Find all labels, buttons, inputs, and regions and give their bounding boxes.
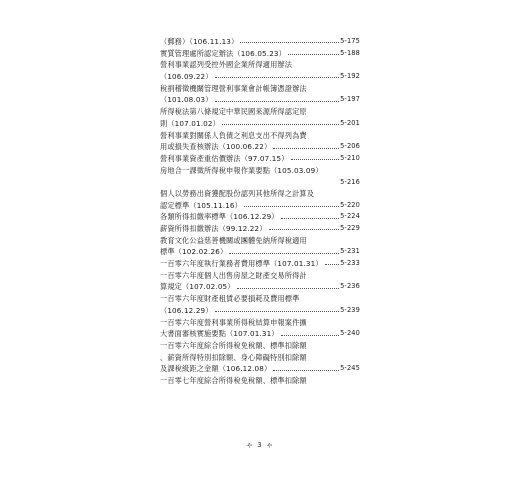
dot-leader bbox=[269, 229, 339, 230]
table-of-contents bbox=[160, 36, 360, 387]
toc-entry-line bbox=[160, 200, 360, 212]
toc-entry-line bbox=[160, 141, 360, 153]
dot-leader bbox=[215, 101, 339, 102]
toc-entry-line bbox=[160, 153, 360, 165]
toc-entry-line bbox=[160, 352, 360, 364]
toc-entry-text: 一百零六年度財產租賃必要損耗及費用標準 bbox=[160, 294, 300, 304]
dot-leader bbox=[229, 253, 339, 254]
dot-leader bbox=[281, 335, 339, 336]
dot-leader bbox=[291, 159, 339, 160]
toc-entry-line bbox=[160, 293, 360, 305]
dot-leader bbox=[244, 206, 339, 207]
toc-entry-line bbox=[160, 83, 360, 95]
dot-leader bbox=[237, 288, 339, 289]
toc-entry-line bbox=[160, 176, 360, 188]
toc-entry-text: 、薪資所得特別扣除額、身心障礙特別扣除額 bbox=[160, 352, 307, 362]
toc-entry-text: （101.08.03） bbox=[160, 95, 213, 105]
toc-entry-line bbox=[160, 106, 360, 118]
toc-page-number: 5-197 bbox=[340, 94, 360, 106]
toc-entry-line bbox=[160, 305, 360, 317]
toc-page-number: 5-245 bbox=[340, 363, 360, 375]
toc-page-number: 5-233 bbox=[340, 258, 360, 270]
toc-entry-text: 個人以勞務出資獲配股份認列其他所得之計算及 bbox=[160, 188, 315, 198]
toc-entry-line bbox=[160, 328, 360, 340]
toc-entry-text: 大書面審核實施要點（107.01.31） bbox=[160, 329, 279, 339]
dot-leader bbox=[240, 42, 339, 43]
toc-entry-line bbox=[160, 48, 360, 60]
toc-entry-line bbox=[160, 59, 360, 71]
toc-entry-text: （郵務）（106.11.13） bbox=[160, 37, 239, 46]
toc-entry-line bbox=[160, 36, 360, 48]
toc-entry-text: 一百零六年度綜合所得稅免稅額、標準扣除額 bbox=[160, 340, 307, 350]
page-number: ゃ 3 ゃ bbox=[246, 441, 274, 449]
toc-page-number: 5-188 bbox=[340, 48, 360, 60]
toc-entry-text: 各類所得扣繳率標準（106.12.29） bbox=[160, 212, 279, 222]
toc-entry-text: 用或損失查核辦法（100.06.22） bbox=[160, 142, 272, 152]
toc-page-number: 5-175 bbox=[340, 36, 360, 48]
toc-page-number: 5-201 bbox=[340, 118, 360, 130]
toc-page-number: 5-240 bbox=[340, 328, 360, 340]
dot-leader bbox=[222, 124, 339, 125]
dot-leader bbox=[325, 264, 339, 265]
dot-leader bbox=[215, 77, 339, 78]
toc-entry-text: 及課稅級距之金額（106.12.08） bbox=[160, 364, 272, 374]
toc-entry-line bbox=[160, 118, 360, 130]
toc-page-number: 5-231 bbox=[340, 246, 360, 258]
toc-entry-text: （106.12.29） bbox=[160, 305, 213, 315]
toc-entry-line bbox=[160, 281, 360, 293]
toc-page-number: 5-210 bbox=[340, 153, 360, 165]
toc-page-number: 5-206 bbox=[340, 141, 360, 153]
toc-entry-line bbox=[160, 317, 360, 329]
toc-entry-text: 營利事業認列受控外國企業所得適用辦法 bbox=[160, 60, 293, 70]
toc-entry-text: 營利事業資產重估價辦法（97.07.15） bbox=[160, 153, 289, 163]
document-page bbox=[160, 36, 360, 476]
toc-page-number: 5-192 bbox=[340, 71, 360, 83]
toc-page-number: 5-224 bbox=[340, 211, 360, 223]
toc-entry-text: 稅捐稽徵機關管理營利事業會計帳簿憑證辦法 bbox=[160, 83, 307, 93]
toc-entry-line bbox=[160, 235, 360, 247]
toc-entry-text: 教育文化公益慈善機關或團體免納所得稅適用 bbox=[160, 235, 307, 245]
toc-entry-text: 算規定（107.02.05） bbox=[160, 282, 235, 292]
toc-entry-text: 一百零六年度執行業務者費用標準（107.01.31） bbox=[160, 259, 323, 269]
toc-entry-line bbox=[160, 258, 360, 270]
toc-page-number: 5-239 bbox=[340, 305, 360, 317]
toc-page-number: 5-220 bbox=[340, 200, 360, 212]
toc-entry-text: 一百零六年度營利事業所得稅結算申報案件擴 bbox=[160, 317, 307, 327]
toc-entry-line bbox=[160, 165, 360, 177]
dot-leader bbox=[281, 218, 339, 219]
toc-entry-text: 標準（102.02.26） bbox=[160, 247, 228, 257]
toc-entry-text: （106.09.22） bbox=[160, 72, 213, 82]
toc-page-number: 5-229 bbox=[340, 223, 360, 235]
toc-entry-line bbox=[160, 71, 360, 83]
toc-entry-text: 一百零六年度個人出售房屋之財產交易所得計 bbox=[160, 270, 307, 280]
toc-entry-line bbox=[160, 94, 360, 106]
toc-entry-line bbox=[160, 188, 360, 200]
toc-entry-text: 房地合一課徵所得稅申報作業要點（105.03.09） bbox=[160, 165, 323, 175]
dot-leader bbox=[273, 148, 339, 149]
toc-entry-line bbox=[160, 270, 360, 282]
toc-entry-line bbox=[160, 211, 360, 223]
dot-leader bbox=[288, 54, 339, 55]
toc-entry-line bbox=[160, 363, 360, 375]
toc-entry-line bbox=[160, 375, 360, 387]
toc-entry-line bbox=[160, 130, 360, 142]
toc-entry-text: 一百零七年度綜合所得稅免稅額、標準扣除額 bbox=[160, 375, 307, 385]
toc-entry-text: 認定標準（105.11.16） bbox=[160, 200, 242, 210]
toc-page-number: 5-216 bbox=[340, 178, 360, 187]
dot-leader bbox=[273, 370, 339, 371]
toc-entry-text: 所得稅法第八條規定中華民國來源所得認定原 bbox=[160, 107, 307, 117]
dot-leader bbox=[215, 311, 339, 312]
toc-entry-line bbox=[160, 223, 360, 235]
toc-entry-text: 實質管理處所認定辦法（106.05.23） bbox=[160, 48, 286, 58]
toc-entry-text: 薪資所得扣繳辦法（99.12.22） bbox=[160, 224, 267, 233]
toc-entry-line bbox=[160, 340, 360, 352]
toc-page-number: 5-236 bbox=[340, 281, 360, 293]
toc-entry-text: 營利事業對關係人負債之利息支出不得列為費 bbox=[160, 130, 307, 140]
toc-entry-text: 則（107.01.02） bbox=[160, 118, 220, 128]
toc-entry-line bbox=[160, 246, 360, 258]
